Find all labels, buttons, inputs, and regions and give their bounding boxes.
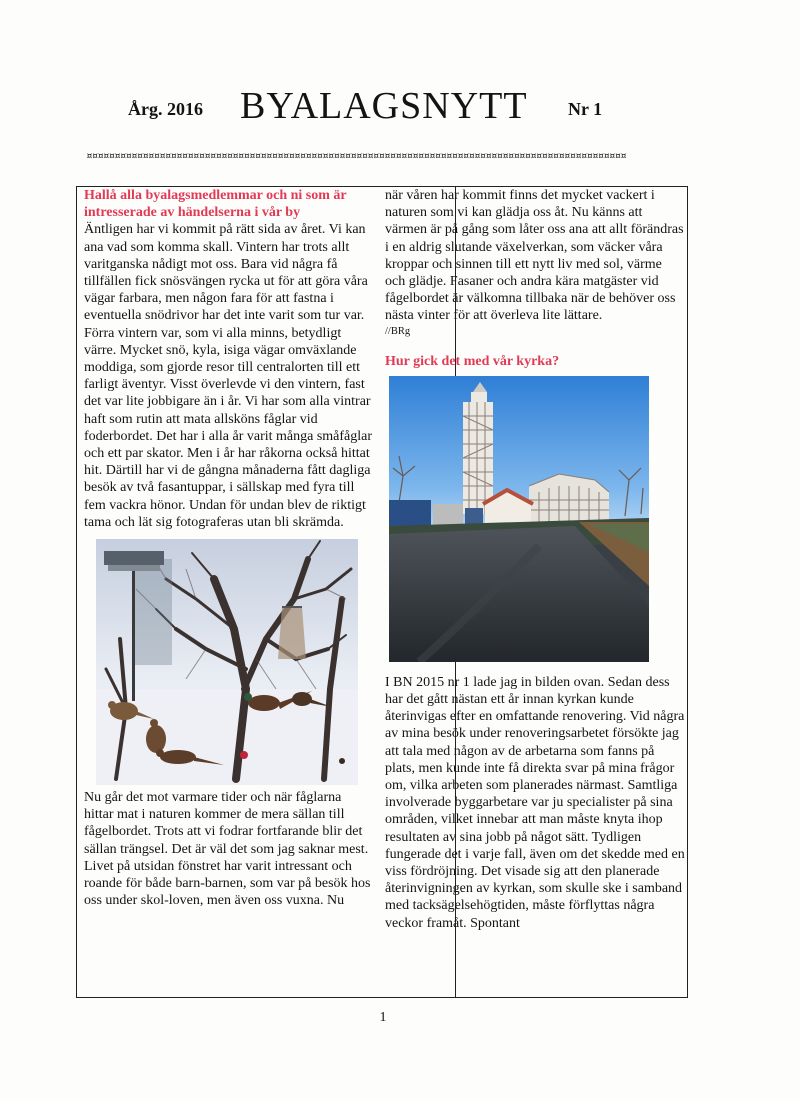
left-column [84,187,374,909]
masthead [0,86,800,130]
article-body-spring: Nu går det mot varmare tider och när fåglarna hittar mat i naturen kommer de mera sällan till fågelbordet. Trots att vi fodrar fortfarande blir det sällan trängsel. Det är väl det som jag saknar mest. Livet på utsidan fönstret har varit intressant och roande för både barn-barnen, som var på besök hos oss under skol-loven, men även oss vuxna. Nu [84,790,371,909]
church-illustration [389,376,649,662]
pheasants-illustration [96,539,358,785]
photo-pheasants-at-bird-feeder [96,539,358,785]
year-label: Årg. 2016 [128,99,203,119]
article-body-intro: Äntligen har vi kommit på rätt sida av året. Vi kan ana vad som komma skall. Vintern har trots allt varitganska nådigt mot oss. Bara vid några få tillfällen fick snösvängen rycka ut för att göra våra vägar farbara, men någon fara för att fastna i eventuella snödrivor har det inte varit som tur var. Förra vintern var, som vi alla minns, betydligt värre. Mycket snö, kyla, isiga vägar omväxlande moddiga, som gjorde resor till centralorten till ett farligt äventyr. Visst överlevde vi den vintern, fast det var lite jobbigare än i år. Vi har som alla vintrar haft som rutin att mata allsköns fåglar vid foderbordet. Det har i alla år varit många småfåglar och ett par skator. Men i år har råkorna också hittat hit. Därtill har vi de gångna månaderna fått dagliga besök av två fasantuppar, i sällskap med fyra till fem vackra hönor. Undan för undan blev de riktigt tama och lät sig fotograferas utan bli skrämda. [84,222,373,530]
article-body-continued: när våren har kommit finns det mycket vackert i naturen som vi kan glädja oss åt. Nu känns att värmen är på gång som låter oss ana att allt förändras i en aldrig slutande växelverkan, som väcker våra kroppar och sinnen till ett nytt liv med sol, värme och glädje. Fasaner och andra kära matgäster vid fågelbordet är välkomna tillbaka när de behöver oss nästa vinter för att överleva lite lättare. [385,188,684,324]
photo-church-under-renovation [389,376,649,662]
article-frame [76,186,688,998]
article-body-church: I BN 2015 nr 1 lade jag in bilden ovan. Sedan dess har det gått nästan ett år innan kyrkan kunde återinvigas efter en omfattande renovering. Vid några av mina besök under renoveringsarbetet försökte jag att tala med någon av de arbetarna som fanns på plats, men kunde inte få direkta svar på mina frågor om, vilka arbeten som planerades närmast. Samtliga involverade byggarbetare var ju specialister på sina områden, vilket innebar att man måste knyta ihop resultaten av sina jobb på något sätt. Tydligen fungerade det i varje fall, även om det skedde med en viss fördröjning. Det visade sig att den planerade återinvigningen av kyrkan, som skulle ske i samband med tacksägelsehögtiden, måste förflyttas några veckor framåt. Spontant [385,674,685,931]
ornamental-divider: ¤¤¤¤¤¤¤¤¤¤¤¤¤¤¤¤¤¤¤¤¤¤¤¤¤¤¤¤¤¤¤¤¤¤¤¤¤¤¤¤¤¤¤¤¤¤¤¤¤¤¤¤¤¤¤¤¤¤¤¤¤¤¤¤¤¤¤¤¤¤¤¤¤¤¤¤¤¤¤¤¤¤¤¤¤¤¤¤¤¤¤¤¤¤¤¤ [86,150,626,162]
article-heading-greeting: Hallå alla byalagsmedlemmar och ni som är intresserade av händelserna i vår by [84,188,347,221]
newsletter-title: BYALAGSNYTT [240,85,528,127]
article-heading-church: Hur gick det med vår kyrka? [385,353,560,369]
issue-number: Nr 1 [568,99,603,119]
page-number: 1 [379,1010,387,1025]
author-signature: //BRg [385,325,411,337]
right-column [385,187,685,932]
